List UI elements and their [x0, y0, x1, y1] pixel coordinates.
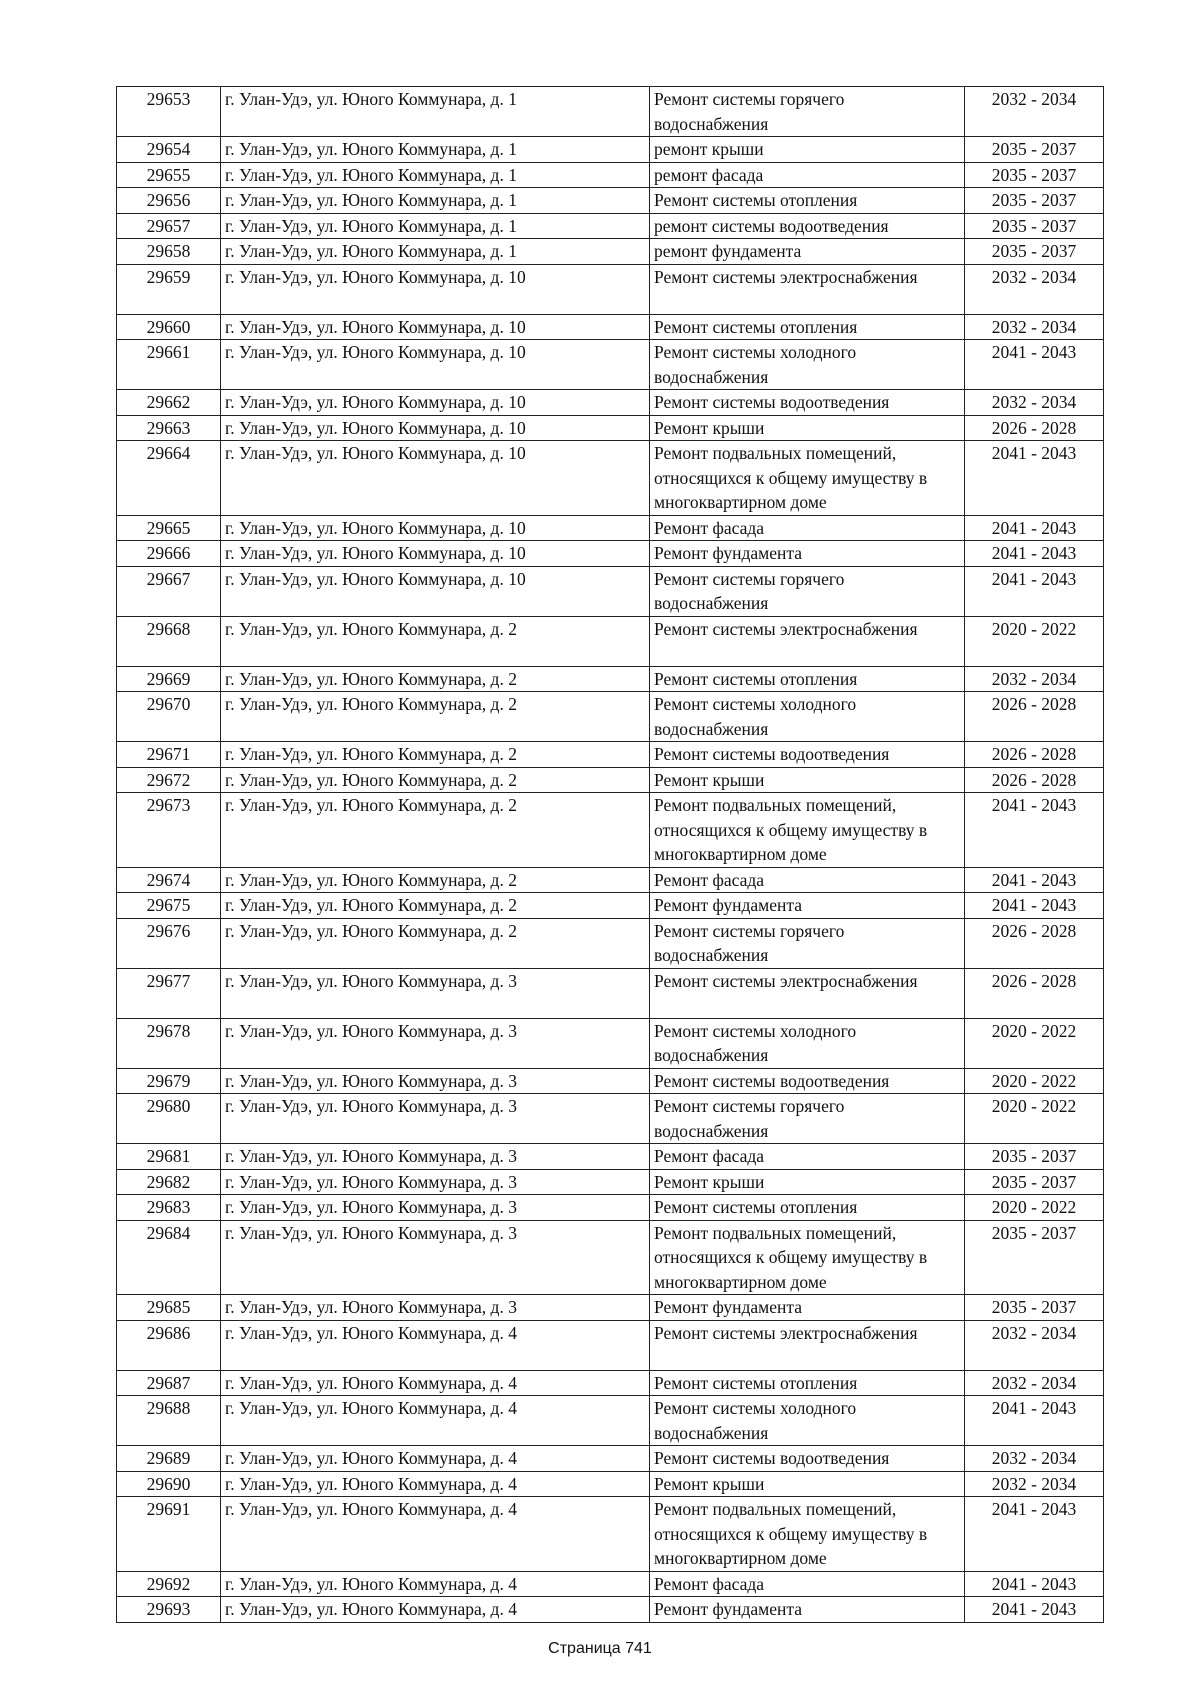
table-row: [117, 1169, 1104, 1195]
table-row: [117, 1195, 1104, 1221]
row-id-cell: 29676: [117, 918, 221, 968]
row-id-cell: 29675: [117, 893, 221, 919]
years-cell: 2041 - 2043: [965, 893, 1104, 919]
years-cell: 2032 - 2034: [965, 666, 1104, 692]
years-cell: 2035 - 2037: [965, 1169, 1104, 1195]
work-type-cell: Ремонт крыши: [650, 767, 965, 793]
table-row: [117, 188, 1104, 214]
row-id-cell: 29664: [117, 441, 221, 516]
address-cell: г. Улан-Удэ, ул. Юного Коммунара, д. 10: [221, 441, 650, 516]
row-id-cell: 29679: [117, 1068, 221, 1094]
years-cell: 2026 - 2028: [965, 742, 1104, 768]
years-cell: 2032 - 2034: [965, 1370, 1104, 1396]
table-row: [117, 1018, 1104, 1068]
years-cell: 2020 - 2022: [965, 616, 1104, 666]
table-row: [117, 1597, 1104, 1623]
years-cell: 2035 - 2037: [965, 1295, 1104, 1321]
address-cell: г. Улан-Удэ, ул. Юного Коммунара, д. 1: [221, 87, 650, 137]
table-row: [117, 87, 1104, 137]
row-id-cell: 29678: [117, 1018, 221, 1068]
row-id-cell: 29653: [117, 87, 221, 137]
table-row: [117, 1295, 1104, 1321]
years-cell: 2035 - 2037: [965, 137, 1104, 163]
address-cell: г. Улан-Удэ, ул. Юного Коммунара, д. 2: [221, 767, 650, 793]
row-id-cell: 29692: [117, 1571, 221, 1597]
years-cell: 2041 - 2043: [965, 1497, 1104, 1572]
table-row: [117, 1320, 1104, 1370]
address-cell: г. Улан-Удэ, ул. Юного Коммунара, д. 3: [221, 1169, 650, 1195]
work-type-cell: ремонт фундамента: [650, 239, 965, 265]
table-row: [117, 162, 1104, 188]
row-id-cell: 29669: [117, 666, 221, 692]
work-type-cell: Ремонт системы электроснабжения: [650, 264, 965, 314]
years-cell: 2041 - 2043: [965, 441, 1104, 516]
table-row: [117, 1446, 1104, 1472]
address-cell: г. Улан-Удэ, ул. Юного Коммунара, д. 10: [221, 340, 650, 390]
row-id-cell: 29689: [117, 1446, 221, 1472]
address-cell: г. Улан-Удэ, ул. Юного Коммунара, д. 2: [221, 893, 650, 919]
row-id-cell: 29682: [117, 1169, 221, 1195]
years-cell: 2032 - 2034: [965, 390, 1104, 416]
work-type-cell: Ремонт системы горячего водоснабжения: [650, 566, 965, 616]
work-type-cell: Ремонт фундамента: [650, 1597, 965, 1623]
work-type-cell: Ремонт фундамента: [650, 1295, 965, 1321]
table-row: [117, 767, 1104, 793]
address-cell: г. Улан-Удэ, ул. Юного Коммунара, д. 1: [221, 188, 650, 214]
years-cell: 2041 - 2043: [965, 793, 1104, 868]
work-type-cell: Ремонт фундамента: [650, 893, 965, 919]
table-row: [117, 137, 1104, 163]
address-cell: г. Улан-Удэ, ул. Юного Коммунара, д. 10: [221, 541, 650, 567]
address-cell: г. Улан-Удэ, ул. Юного Коммунара, д. 4: [221, 1320, 650, 1370]
work-type-cell: Ремонт подвальных помещений, относящихся к общему имуществу в многоквартирном доме: [650, 1220, 965, 1295]
table-body: [117, 87, 1104, 1623]
years-cell: 2020 - 2022: [965, 1195, 1104, 1221]
row-id-cell: 29670: [117, 692, 221, 742]
address-cell: г. Улан-Удэ, ул. Юного Коммунара, д. 3: [221, 1195, 650, 1221]
work-type-cell: Ремонт системы электроснабжения: [650, 1320, 965, 1370]
work-type-cell: Ремонт системы холодного водоснабжения: [650, 692, 965, 742]
address-cell: г. Улан-Удэ, ул. Юного Коммунара, д. 4: [221, 1597, 650, 1623]
table-row: [117, 314, 1104, 340]
table-row: [117, 213, 1104, 239]
work-type-cell: Ремонт крыши: [650, 1471, 965, 1497]
address-cell: г. Улан-Удэ, ул. Юного Коммунара, д. 2: [221, 616, 650, 666]
address-cell: г. Улан-Удэ, ул. Юного Коммунара, д. 3: [221, 1018, 650, 1068]
row-id-cell: 29674: [117, 867, 221, 893]
table-row: [117, 692, 1104, 742]
page-number: Страница 741: [548, 1640, 652, 1657]
work-type-cell: Ремонт системы отопления: [650, 314, 965, 340]
years-cell: 2032 - 2034: [965, 1446, 1104, 1472]
table-row: [117, 390, 1104, 416]
address-cell: г. Улан-Удэ, ул. Юного Коммунара, д. 2: [221, 666, 650, 692]
address-cell: г. Улан-Удэ, ул. Юного Коммунара, д. 1: [221, 162, 650, 188]
work-type-cell: Ремонт фасада: [650, 867, 965, 893]
work-type-cell: Ремонт системы водоотведения: [650, 1446, 965, 1472]
table-row: [117, 918, 1104, 968]
years-cell: 2026 - 2028: [965, 415, 1104, 441]
table-row: [117, 968, 1104, 1018]
years-cell: 2041 - 2043: [965, 1571, 1104, 1597]
work-type-cell: Ремонт системы отопления: [650, 188, 965, 214]
address-cell: г. Улан-Удэ, ул. Юного Коммунара, д. 4: [221, 1396, 650, 1446]
table-row: [117, 666, 1104, 692]
work-type-cell: Ремонт системы отопления: [650, 1370, 965, 1396]
work-type-cell: Ремонт системы холодного водоснабжения: [650, 1396, 965, 1446]
row-id-cell: 29665: [117, 515, 221, 541]
years-cell: 2035 - 2037: [965, 239, 1104, 265]
address-cell: г. Улан-Удэ, ул. Юного Коммунара, д. 3: [221, 1295, 650, 1321]
years-cell: 2041 - 2043: [965, 1597, 1104, 1623]
address-cell: г. Улан-Удэ, ул. Юного Коммунара, д. 2: [221, 867, 650, 893]
table-row: [117, 1370, 1104, 1396]
work-type-cell: Ремонт системы холодного водоснабжения: [650, 340, 965, 390]
table-row: [117, 515, 1104, 541]
years-cell: 2032 - 2034: [965, 1471, 1104, 1497]
years-cell: 2041 - 2043: [965, 515, 1104, 541]
row-id-cell: 29667: [117, 566, 221, 616]
table-row: [117, 415, 1104, 441]
work-type-cell: Ремонт фундамента: [650, 541, 965, 567]
work-type-cell: Ремонт системы холодного водоснабжения: [650, 1018, 965, 1068]
row-id-cell: 29663: [117, 415, 221, 441]
work-type-cell: Ремонт фасада: [650, 1144, 965, 1170]
years-cell: 2035 - 2037: [965, 1144, 1104, 1170]
address-cell: г. Улан-Удэ, ул. Юного Коммунара, д. 2: [221, 918, 650, 968]
row-id-cell: 29656: [117, 188, 221, 214]
address-cell: г. Улан-Удэ, ул. Юного Коммунара, д. 3: [221, 1144, 650, 1170]
work-type-cell: Ремонт системы электроснабжения: [650, 616, 965, 666]
years-cell: 2035 - 2037: [965, 162, 1104, 188]
address-cell: г. Улан-Удэ, ул. Юного Коммунара, д. 4: [221, 1571, 650, 1597]
work-type-cell: ремонт крыши: [650, 137, 965, 163]
address-cell: г. Улан-Удэ, ул. Юного Коммунара, д. 4: [221, 1446, 650, 1472]
table-row: [117, 1220, 1104, 1295]
row-id-cell: 29659: [117, 264, 221, 314]
years-cell: 2032 - 2034: [965, 1320, 1104, 1370]
years-cell: 2032 - 2034: [965, 264, 1104, 314]
row-id-cell: 29688: [117, 1396, 221, 1446]
years-cell: 2041 - 2043: [965, 340, 1104, 390]
row-id-cell: 29657: [117, 213, 221, 239]
work-type-cell: Ремонт крыши: [650, 415, 965, 441]
years-cell: 2020 - 2022: [965, 1094, 1104, 1144]
work-type-cell: Ремонт системы горячего водоснабжения: [650, 918, 965, 968]
table-row: [117, 541, 1104, 567]
row-id-cell: 29660: [117, 314, 221, 340]
row-id-cell: 29691: [117, 1497, 221, 1572]
table-row: [117, 616, 1104, 666]
work-type-cell: ремонт системы водоотведения: [650, 213, 965, 239]
table-row: [117, 1497, 1104, 1572]
work-type-cell: Ремонт системы водоотведения: [650, 742, 965, 768]
years-cell: 2026 - 2028: [965, 692, 1104, 742]
row-id-cell: 29672: [117, 767, 221, 793]
years-cell: 2041 - 2043: [965, 541, 1104, 567]
table-row: [117, 239, 1104, 265]
address-cell: г. Улан-Удэ, ул. Юного Коммунара, д. 10: [221, 314, 650, 340]
row-id-cell: 29690: [117, 1471, 221, 1497]
address-cell: г. Улан-Удэ, ул. Юного Коммунара, д. 3: [221, 968, 650, 1018]
work-type-cell: Ремонт подвальных помещений, относящихся к общему имуществу в многоквартирном доме: [650, 441, 965, 516]
table-row: [117, 566, 1104, 616]
row-id-cell: 29655: [117, 162, 221, 188]
years-cell: 2035 - 2037: [965, 1220, 1104, 1295]
table-row: [117, 340, 1104, 390]
row-id-cell: 29687: [117, 1370, 221, 1396]
row-id-cell: 29668: [117, 616, 221, 666]
row-id-cell: 29662: [117, 390, 221, 416]
work-type-cell: Ремонт подвальных помещений, относящихся к общему имуществу в многоквартирном доме: [650, 1497, 965, 1572]
work-type-cell: Ремонт системы водоотведения: [650, 1068, 965, 1094]
years-cell: 2035 - 2037: [965, 213, 1104, 239]
years-cell: 2026 - 2028: [965, 767, 1104, 793]
address-cell: г. Улан-Удэ, ул. Юного Коммунара, д. 3: [221, 1220, 650, 1295]
row-id-cell: 29681: [117, 1144, 221, 1170]
years-cell: 2020 - 2022: [965, 1068, 1104, 1094]
row-id-cell: 29680: [117, 1094, 221, 1144]
row-id-cell: 29661: [117, 340, 221, 390]
years-cell: 2026 - 2028: [965, 968, 1104, 1018]
years-cell: 2041 - 2043: [965, 867, 1104, 893]
work-type-cell: Ремонт фасада: [650, 1571, 965, 1597]
row-id-cell: 29673: [117, 793, 221, 868]
address-cell: г. Улан-Удэ, ул. Юного Коммунара, д. 10: [221, 566, 650, 616]
row-id-cell: 29686: [117, 1320, 221, 1370]
address-cell: г. Улан-Удэ, ул. Юного Коммунара, д. 4: [221, 1370, 650, 1396]
row-id-cell: 29677: [117, 968, 221, 1018]
years-cell: 2041 - 2043: [965, 1396, 1104, 1446]
years-cell: 2032 - 2034: [965, 314, 1104, 340]
address-cell: г. Улан-Удэ, ул. Юного Коммунара, д. 2: [221, 742, 650, 768]
address-cell: г. Улан-Удэ, ул. Юного Коммунара, д. 3: [221, 1068, 650, 1094]
address-cell: г. Улан-Удэ, ул. Юного Коммунара, д. 1: [221, 239, 650, 265]
work-type-cell: Ремонт системы горячего водоснабжения: [650, 1094, 965, 1144]
address-cell: г. Улан-Удэ, ул. Юного Коммунара, д. 10: [221, 515, 650, 541]
row-id-cell: 29666: [117, 541, 221, 567]
table-row: [117, 1068, 1104, 1094]
years-cell: 2032 - 2034: [965, 87, 1104, 137]
work-type-cell: Ремонт системы отопления: [650, 666, 965, 692]
address-cell: г. Улан-Удэ, ул. Юного Коммунара, д. 1: [221, 137, 650, 163]
years-cell: 2026 - 2028: [965, 918, 1104, 968]
table-row: [117, 1144, 1104, 1170]
years-cell: 2041 - 2043: [965, 566, 1104, 616]
repair-schedule-table: [116, 86, 1104, 1623]
years-cell: 2020 - 2022: [965, 1018, 1104, 1068]
table-row: [117, 264, 1104, 314]
row-id-cell: 29685: [117, 1295, 221, 1321]
table-row: [117, 1094, 1104, 1144]
work-type-cell: ремонт фасада: [650, 162, 965, 188]
work-type-cell: Ремонт крыши: [650, 1169, 965, 1195]
table-row: [117, 1471, 1104, 1497]
work-type-cell: Ремонт системы горячего водоснабжения: [650, 87, 965, 137]
row-id-cell: 29654: [117, 137, 221, 163]
row-id-cell: 29693: [117, 1597, 221, 1623]
table-row: [117, 742, 1104, 768]
table-row: [117, 867, 1104, 893]
address-cell: г. Улан-Удэ, ул. Юного Коммунара, д. 4: [221, 1471, 650, 1497]
address-cell: г. Улан-Удэ, ул. Юного Коммунара, д. 2: [221, 692, 650, 742]
table-row: [117, 441, 1104, 516]
address-cell: г. Улан-Удэ, ул. Юного Коммунара, д. 10: [221, 264, 650, 314]
address-cell: г. Улан-Удэ, ул. Юного Коммунара, д. 10: [221, 390, 650, 416]
work-type-cell: Ремонт системы электроснабжения: [650, 968, 965, 1018]
work-type-cell: Ремонт системы отопления: [650, 1195, 965, 1221]
address-cell: г. Улан-Удэ, ул. Юного Коммунара, д. 10: [221, 415, 650, 441]
work-type-cell: Ремонт фасада: [650, 515, 965, 541]
work-type-cell: Ремонт системы водоотведения: [650, 390, 965, 416]
row-id-cell: 29658: [117, 239, 221, 265]
table-row: [117, 893, 1104, 919]
table-row: [117, 793, 1104, 868]
row-id-cell: 29683: [117, 1195, 221, 1221]
work-type-cell: Ремонт подвальных помещений, относящихся к общему имуществу в многоквартирном доме: [650, 793, 965, 868]
address-cell: г. Улан-Удэ, ул. Юного Коммунара, д. 3: [221, 1094, 650, 1144]
address-cell: г. Улан-Удэ, ул. Юного Коммунара, д. 4: [221, 1497, 650, 1572]
years-cell: 2035 - 2037: [965, 188, 1104, 214]
table-row: [117, 1571, 1104, 1597]
row-id-cell: 29684: [117, 1220, 221, 1295]
address-cell: г. Улан-Удэ, ул. Юного Коммунара, д. 2: [221, 793, 650, 868]
address-cell: г. Улан-Удэ, ул. Юного Коммунара, д. 1: [221, 213, 650, 239]
table-row: [117, 1396, 1104, 1446]
row-id-cell: 29671: [117, 742, 221, 768]
